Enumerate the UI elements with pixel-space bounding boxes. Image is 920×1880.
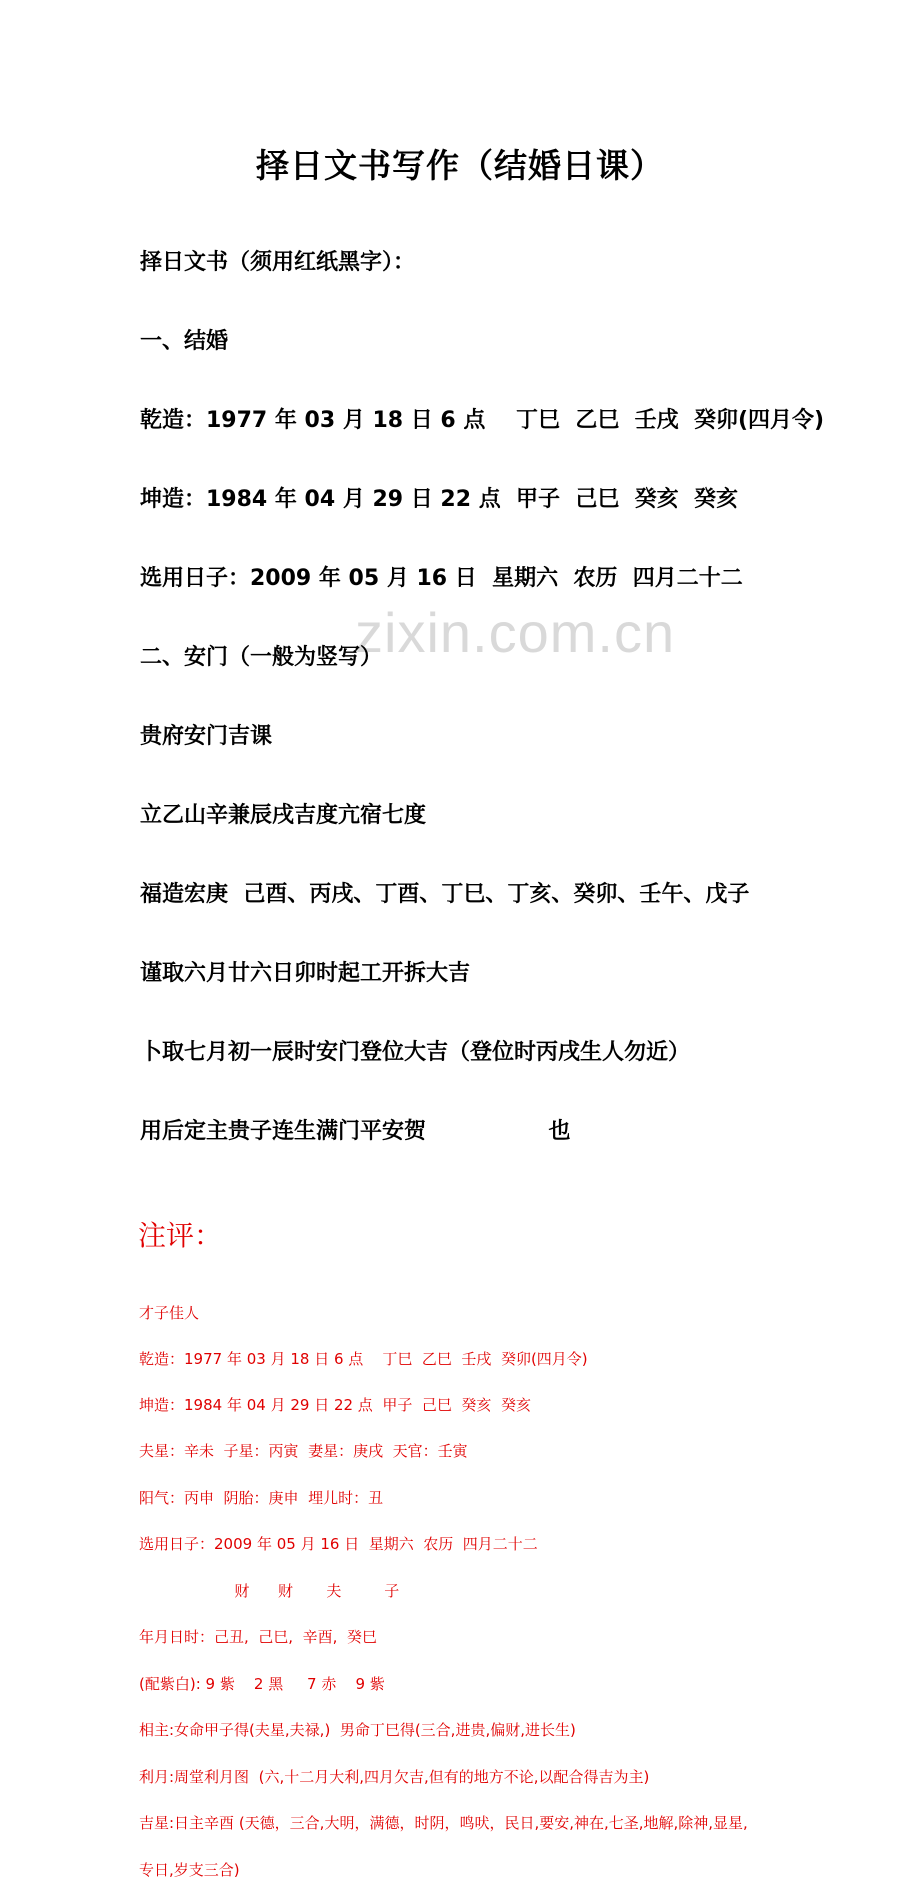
note-line: 专日,岁支三合)	[139, 1861, 240, 1879]
body-line: 二、安门（一般为竖写）	[140, 645, 383, 670]
note-line: 年月日时：己丑, 己巳, 辛酉, 癸巳	[139, 1628, 377, 1646]
note-line: 乾造：1977 年 03 月 18 日 6 点 丁巳 乙巳 壬戌 癸卯(四月令)	[139, 1350, 588, 1368]
note-line: 财 财 夫 子	[139, 1582, 400, 1600]
body-line: 立乙山辛兼辰戌吉度亢宿七度	[140, 803, 427, 828]
note-line: 阳气：丙申 阴胎：庚申 埋儿时：丑	[139, 1489, 384, 1507]
body-line: 一、结婚	[140, 329, 229, 354]
body-line: 谨取六月廿六日卯时起工开拆大吉	[140, 961, 471, 986]
note-heading: 注评：	[138, 1219, 223, 1252]
body-line: 择日文书（须用红纸黑字）：	[140, 250, 416, 275]
body-line: 贵府安门吉课	[140, 724, 273, 749]
body-line: 选用日子：2009 年 05 月 16 日 星期六 农历 四月二十二	[140, 566, 743, 591]
body-line: 乾造：1977 年 03 月 18 日 6 点 丁巳 乙巳 壬戌 癸卯(四月令)	[140, 408, 825, 433]
watermark: zixin.com.cn	[355, 601, 676, 664]
note-line: 坤造：1984 年 04 月 29 日 22 点 甲子 己巳 癸亥 癸亥	[139, 1396, 531, 1414]
note-line: 相主:女命甲子得(夫星,夫禄,) 男命丁巳得(三合,进贵,偏财,进长生)	[139, 1721, 576, 1739]
note-line: (配紫白): 9 紫 2 黑 7 赤 9 紫	[139, 1675, 385, 1693]
note-line: 夫星：辛未 子星：丙寅 妻星：庚戌 天官：壬寅	[139, 1442, 468, 1460]
page-title: 择日文书写作（结婚日课）	[256, 146, 664, 185]
note-line: 吉星:日主辛酉 (天德，三合,大明，满德，时阴，鸣吠，民日,要安,神在,七圣,地解,除神,显星,	[139, 1814, 748, 1832]
body-line: 福造宏庚 己酉、丙戌、丁酉、丁巳、丁亥、癸卯、壬午、戊子	[140, 882, 750, 907]
note-line: 才子佳人	[139, 1304, 200, 1322]
body-line: 用后定主贵子连生满门平安贺 也	[140, 1119, 571, 1144]
body-line: 卜取七月初一辰时安门登位大吉（登位时丙戌生人勿近）	[140, 1040, 691, 1065]
note-line: 选用日子：2009 年 05 月 16 日 星期六 农历 四月二十二	[139, 1535, 538, 1553]
note-line: 利月:周堂利月图 (六,十二月大利,四月欠吉,但有的地方不论,以配合得吉为主)	[139, 1768, 650, 1786]
body-line: 坤造：1984 年 04 月 29 日 22 点 甲子 己巳 癸亥 癸亥	[140, 487, 738, 512]
